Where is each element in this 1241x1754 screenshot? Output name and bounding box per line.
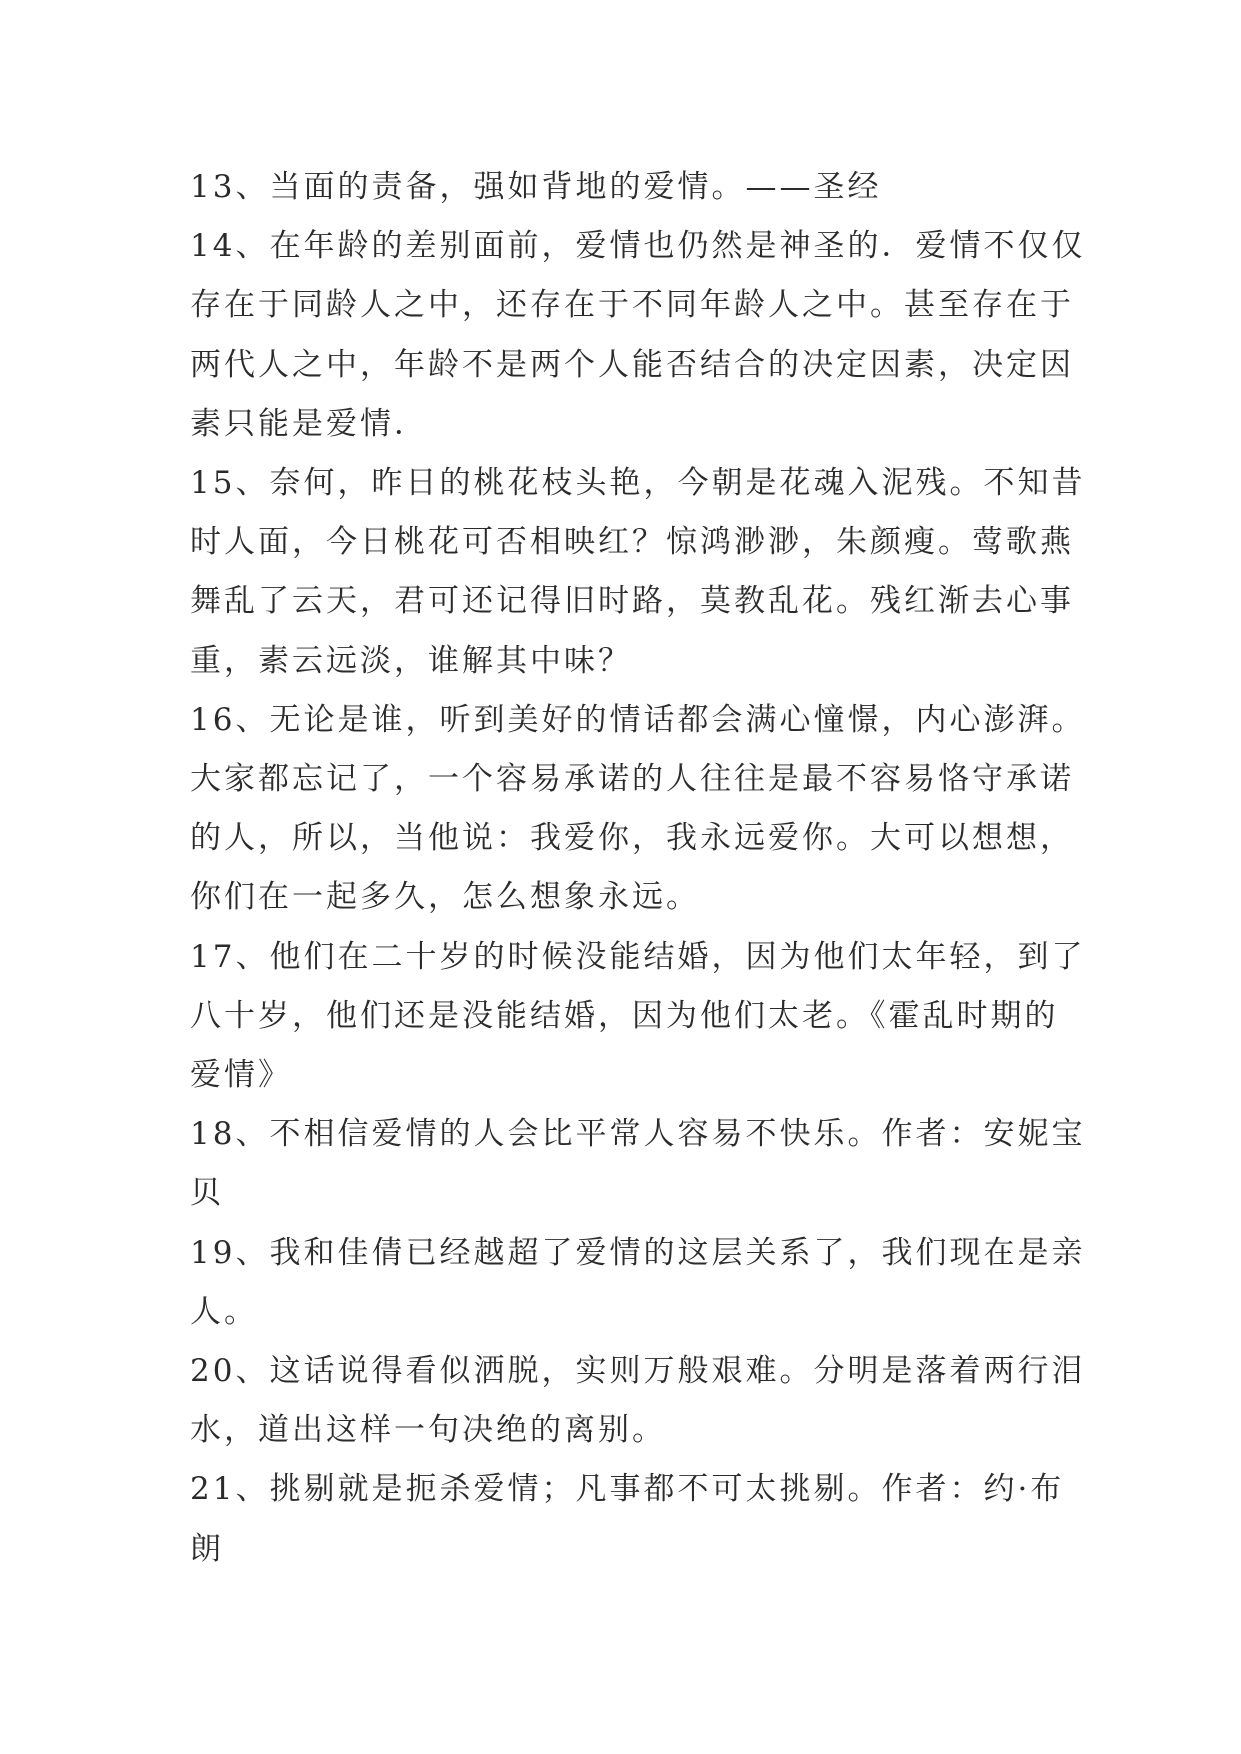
- text-line: 16、无论是谁，听到美好的情话都会满心憧憬，内心澎湃。: [190, 701, 1086, 738]
- quote-item-17: [190, 928, 1086, 1106]
- quote-item-16: [190, 691, 1086, 928]
- text-line: 20、这话说得看似洒脱，实则万般艰难。分明是落着两行泪: [190, 1353, 1086, 1390]
- text-line: 的人，所以，当他说：我爱你，我永远爱你。大可以想想，: [190, 820, 1074, 857]
- text-line: 素只能是爱情．: [190, 405, 428, 442]
- text-line: 八十岁，他们还是没能结婚，因为他们太老。《霍乱时期的: [190, 997, 1059, 1034]
- text-line: 13、当面的责备，强如背地的爱情。——圣经: [190, 169, 882, 205]
- text-line: 19、我和佳倩已经越超了爱情的这层关系了，我们现在是亲: [190, 1234, 1086, 1271]
- text-line: 水，道出这样一句决绝的离别。: [190, 1412, 666, 1449]
- text-line: 贝: [190, 1175, 224, 1212]
- quote-item-18: [190, 1105, 1086, 1223]
- text-line: 人。: [190, 1293, 258, 1330]
- text-line: 15、奈何，昨日的桃花枝头艳，今朝是花魂入泥残。不知昔: [190, 465, 1086, 502]
- quote-item-14: [190, 217, 1086, 454]
- text-line: 21、挑剔就是扼杀爱情；凡事都不可太挑剔。作者：约·布: [190, 1471, 1065, 1508]
- text-line: 两代人之中，年龄不是两个人能否结合的决定因素，决定因: [190, 346, 1074, 383]
- quote-item-21: [190, 1460, 1065, 1578]
- quote-item-20: [190, 1342, 1086, 1460]
- document-body: [190, 158, 1086, 1579]
- text-line: 14、在年龄的差别面前，爱情也仍然是神圣的．爱情不仅仅: [190, 228, 1086, 265]
- quote-item-13: [190, 158, 1050, 217]
- text-line: 爱情》: [190, 1057, 292, 1094]
- text-line: 你们在一起多久，怎么想象永远。: [190, 879, 700, 916]
- quote-item-19: [190, 1224, 1086, 1342]
- quote-item-15: [190, 454, 1086, 691]
- text-line: 舞乱了云天，君可还记得旧时路，莫教乱花。残红渐去心事: [190, 583, 1074, 620]
- text-line: 重，素云远淡，谁解其中味？: [190, 642, 632, 679]
- text-line: 18、不相信爱情的人会比平常人容易不快乐。作者：安妮宝: [190, 1116, 1086, 1153]
- text-line: 朗: [190, 1530, 224, 1567]
- text-line: 存在于同龄人之中，还存在于不同年龄人之中。甚至存在于: [190, 287, 1074, 324]
- text-line: 大家都忘记了，一个容易承诺的人往往是最不容易恪守承诺: [190, 761, 1074, 798]
- text-line: 17、他们在二十岁的时候没能结婚，因为他们太年轻，到了: [190, 938, 1086, 975]
- text-line: 时人面，今日桃花可否相映红？惊鸿渺渺，朱颜瘦。莺歌燕: [190, 524, 1074, 561]
